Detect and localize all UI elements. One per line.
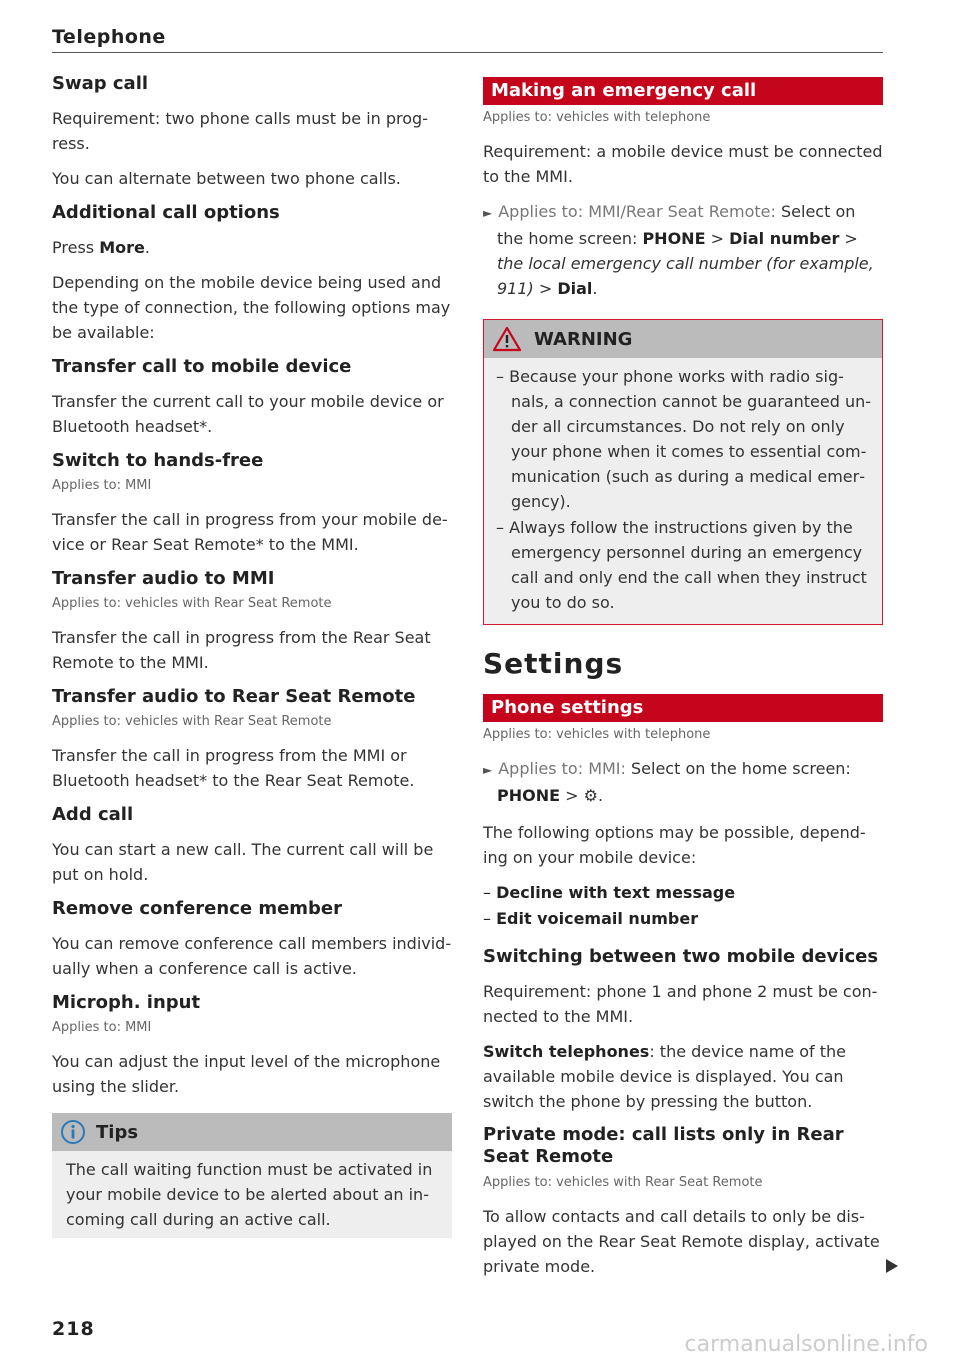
phone-settings-step: ► Applies to: MMI: Select on the home screen: PHONE > ⚙. xyxy=(483,759,851,805)
warning-label: WARNING xyxy=(534,328,633,350)
tips-header xyxy=(52,1113,452,1151)
warning-body xyxy=(484,358,882,624)
swap-call-requirement: Requirement: two phone calls must be in progress. xyxy=(52,109,428,153)
emergency-call-heading: Making an emergency call xyxy=(483,77,883,105)
info-icon xyxy=(60,1119,86,1145)
audio-mmi-applies: Applies to: vehicles with Rear Seat Remote xyxy=(52,596,332,611)
tips-text: The call waiting function must be activated in your mobile device to be alerted about an incoming call during an active call. xyxy=(52,1151,452,1238)
warning-item: – Always follow the instructions given by the emergency personnel during an emergency call and only end the call when they instruct you to do so. xyxy=(496,518,867,612)
remove-conference-text: You can remove conference call members individually when a conference call is active. xyxy=(52,934,452,978)
emergency-step: ► Applies to: MMI/Rear Seat Remote: Select on the home screen: PHONE > Dial number > the local emergency call number (for example, 911) > Dial. xyxy=(483,202,874,298)
left-column xyxy=(52,72,452,1238)
microphone-input-text: You can adjust the input level of the microphone using the slider. xyxy=(52,1052,441,1096)
warning-item: – Because your phone works with radio signals, a connection cannot be guaranteed under all circumstances. Do not rely on only your phone when it comes to essential communication (such as during a medical emergency). xyxy=(496,367,872,511)
microphone-input-heading: Microph. input xyxy=(52,992,201,1013)
audio-mmi-text: Transfer the call in progress from the Rear Seat Remote to the MMI. xyxy=(52,628,431,672)
warning-box xyxy=(483,319,883,625)
section-transfer-mobile xyxy=(52,355,452,439)
hands-free-text: Transfer the call in progress from your mobile device or Rear Seat Remote* to the MMI. xyxy=(52,510,448,554)
phone-settings-intro: The following options may be possible, depending on your mobile device: xyxy=(483,823,866,867)
hands-free-applies: Applies to: MMI xyxy=(52,478,152,493)
remove-conference-heading: Remove conference member xyxy=(52,898,343,919)
watermark: carmanualsonline.info xyxy=(684,1332,928,1357)
tips-label: Tips xyxy=(96,1121,139,1143)
additional-options-heading: Additional call options xyxy=(52,202,280,223)
option-item: – Decline with text message xyxy=(483,883,736,902)
emergency-applies: Applies to: vehicles with telephone xyxy=(483,110,711,125)
right-column xyxy=(483,77,883,1289)
private-mode-applies: Applies to: vehicles with Rear Seat Remote xyxy=(483,1175,763,1190)
section-remove-conference xyxy=(52,897,452,981)
audio-mmi-heading: Transfer audio to MMI xyxy=(52,568,275,589)
page-number: 218 xyxy=(52,1318,95,1340)
warning-triangle-icon xyxy=(492,326,522,352)
private-mode-heading: Private mode: call lists only in Rear Seat Remote xyxy=(483,1124,844,1167)
settings-gear-icon: ⚙ xyxy=(583,786,598,805)
step-arrow-icon: ► xyxy=(483,206,493,220)
section-swap-call xyxy=(52,72,452,191)
press-more-text: Press More. xyxy=(52,238,150,257)
continue-arrow-icon xyxy=(886,1259,898,1273)
switch-telephones-text: Switch telephones: the device name of the available mobile device is displayed. You can switch the phone by pressing the button. xyxy=(483,1042,847,1111)
audio-rsr-text: Transfer the call in progress from the MMI or Bluetooth headset* to the Rear Seat Remote. xyxy=(52,746,415,790)
section-add-call xyxy=(52,803,452,887)
chapter-title: Telephone xyxy=(52,26,166,48)
more-label: More xyxy=(99,238,145,257)
tips-box xyxy=(52,1113,452,1238)
section-audio-mmi xyxy=(52,567,452,675)
swap-call-heading: Swap call xyxy=(52,73,149,94)
add-call-text: You can start a new call. The current call will be put on hold. xyxy=(52,840,434,884)
transfer-mobile-text: Transfer the current call to your mobile device or Bluetooth headset*. xyxy=(52,392,444,436)
hands-free-heading: Switch to hands-free xyxy=(52,450,264,471)
switching-requirement: Requirement: phone 1 and phone 2 must be connected to the MMI. xyxy=(483,982,878,1026)
emergency-requirement: Requirement: a mobile device must be connected to the MMI. xyxy=(483,142,883,186)
step-arrow-icon: ► xyxy=(483,763,493,777)
section-hands-free xyxy=(52,449,452,557)
audio-rsr-applies: Applies to: vehicles with Rear Seat Remote xyxy=(52,714,332,729)
warning-header xyxy=(484,320,882,358)
section-audio-rsr xyxy=(52,685,452,793)
switching-heading: Switching between two mobile devices xyxy=(483,946,879,967)
section-switching-devices xyxy=(483,945,883,1114)
additional-options-text: Depending on the mobile device being used and the type of connection, the following options may be available: xyxy=(52,273,451,342)
phone-settings-applies: Applies to: vehicles with telephone xyxy=(483,727,711,742)
settings-title: Settings xyxy=(483,647,624,680)
section-additional-options xyxy=(52,201,452,345)
phone-settings-heading: Phone settings xyxy=(483,694,883,722)
option-item: – Edit voicemail number xyxy=(483,909,699,928)
audio-rsr-heading: Transfer audio to Rear Seat Remote xyxy=(52,686,416,707)
swap-call-text: You can alternate between two phone calls. xyxy=(52,169,401,188)
page-header xyxy=(52,26,883,53)
transfer-mobile-heading: Transfer call to mobile device xyxy=(52,356,352,377)
section-microphone-input xyxy=(52,991,452,1099)
microphone-input-applies: Applies to: MMI xyxy=(52,1020,152,1035)
add-call-heading: Add call xyxy=(52,804,134,825)
section-private-mode xyxy=(483,1124,883,1279)
private-mode-text: To allow contacts and call details to only be displayed on the Rear Seat Remote display, activate private mode. xyxy=(483,1207,880,1276)
